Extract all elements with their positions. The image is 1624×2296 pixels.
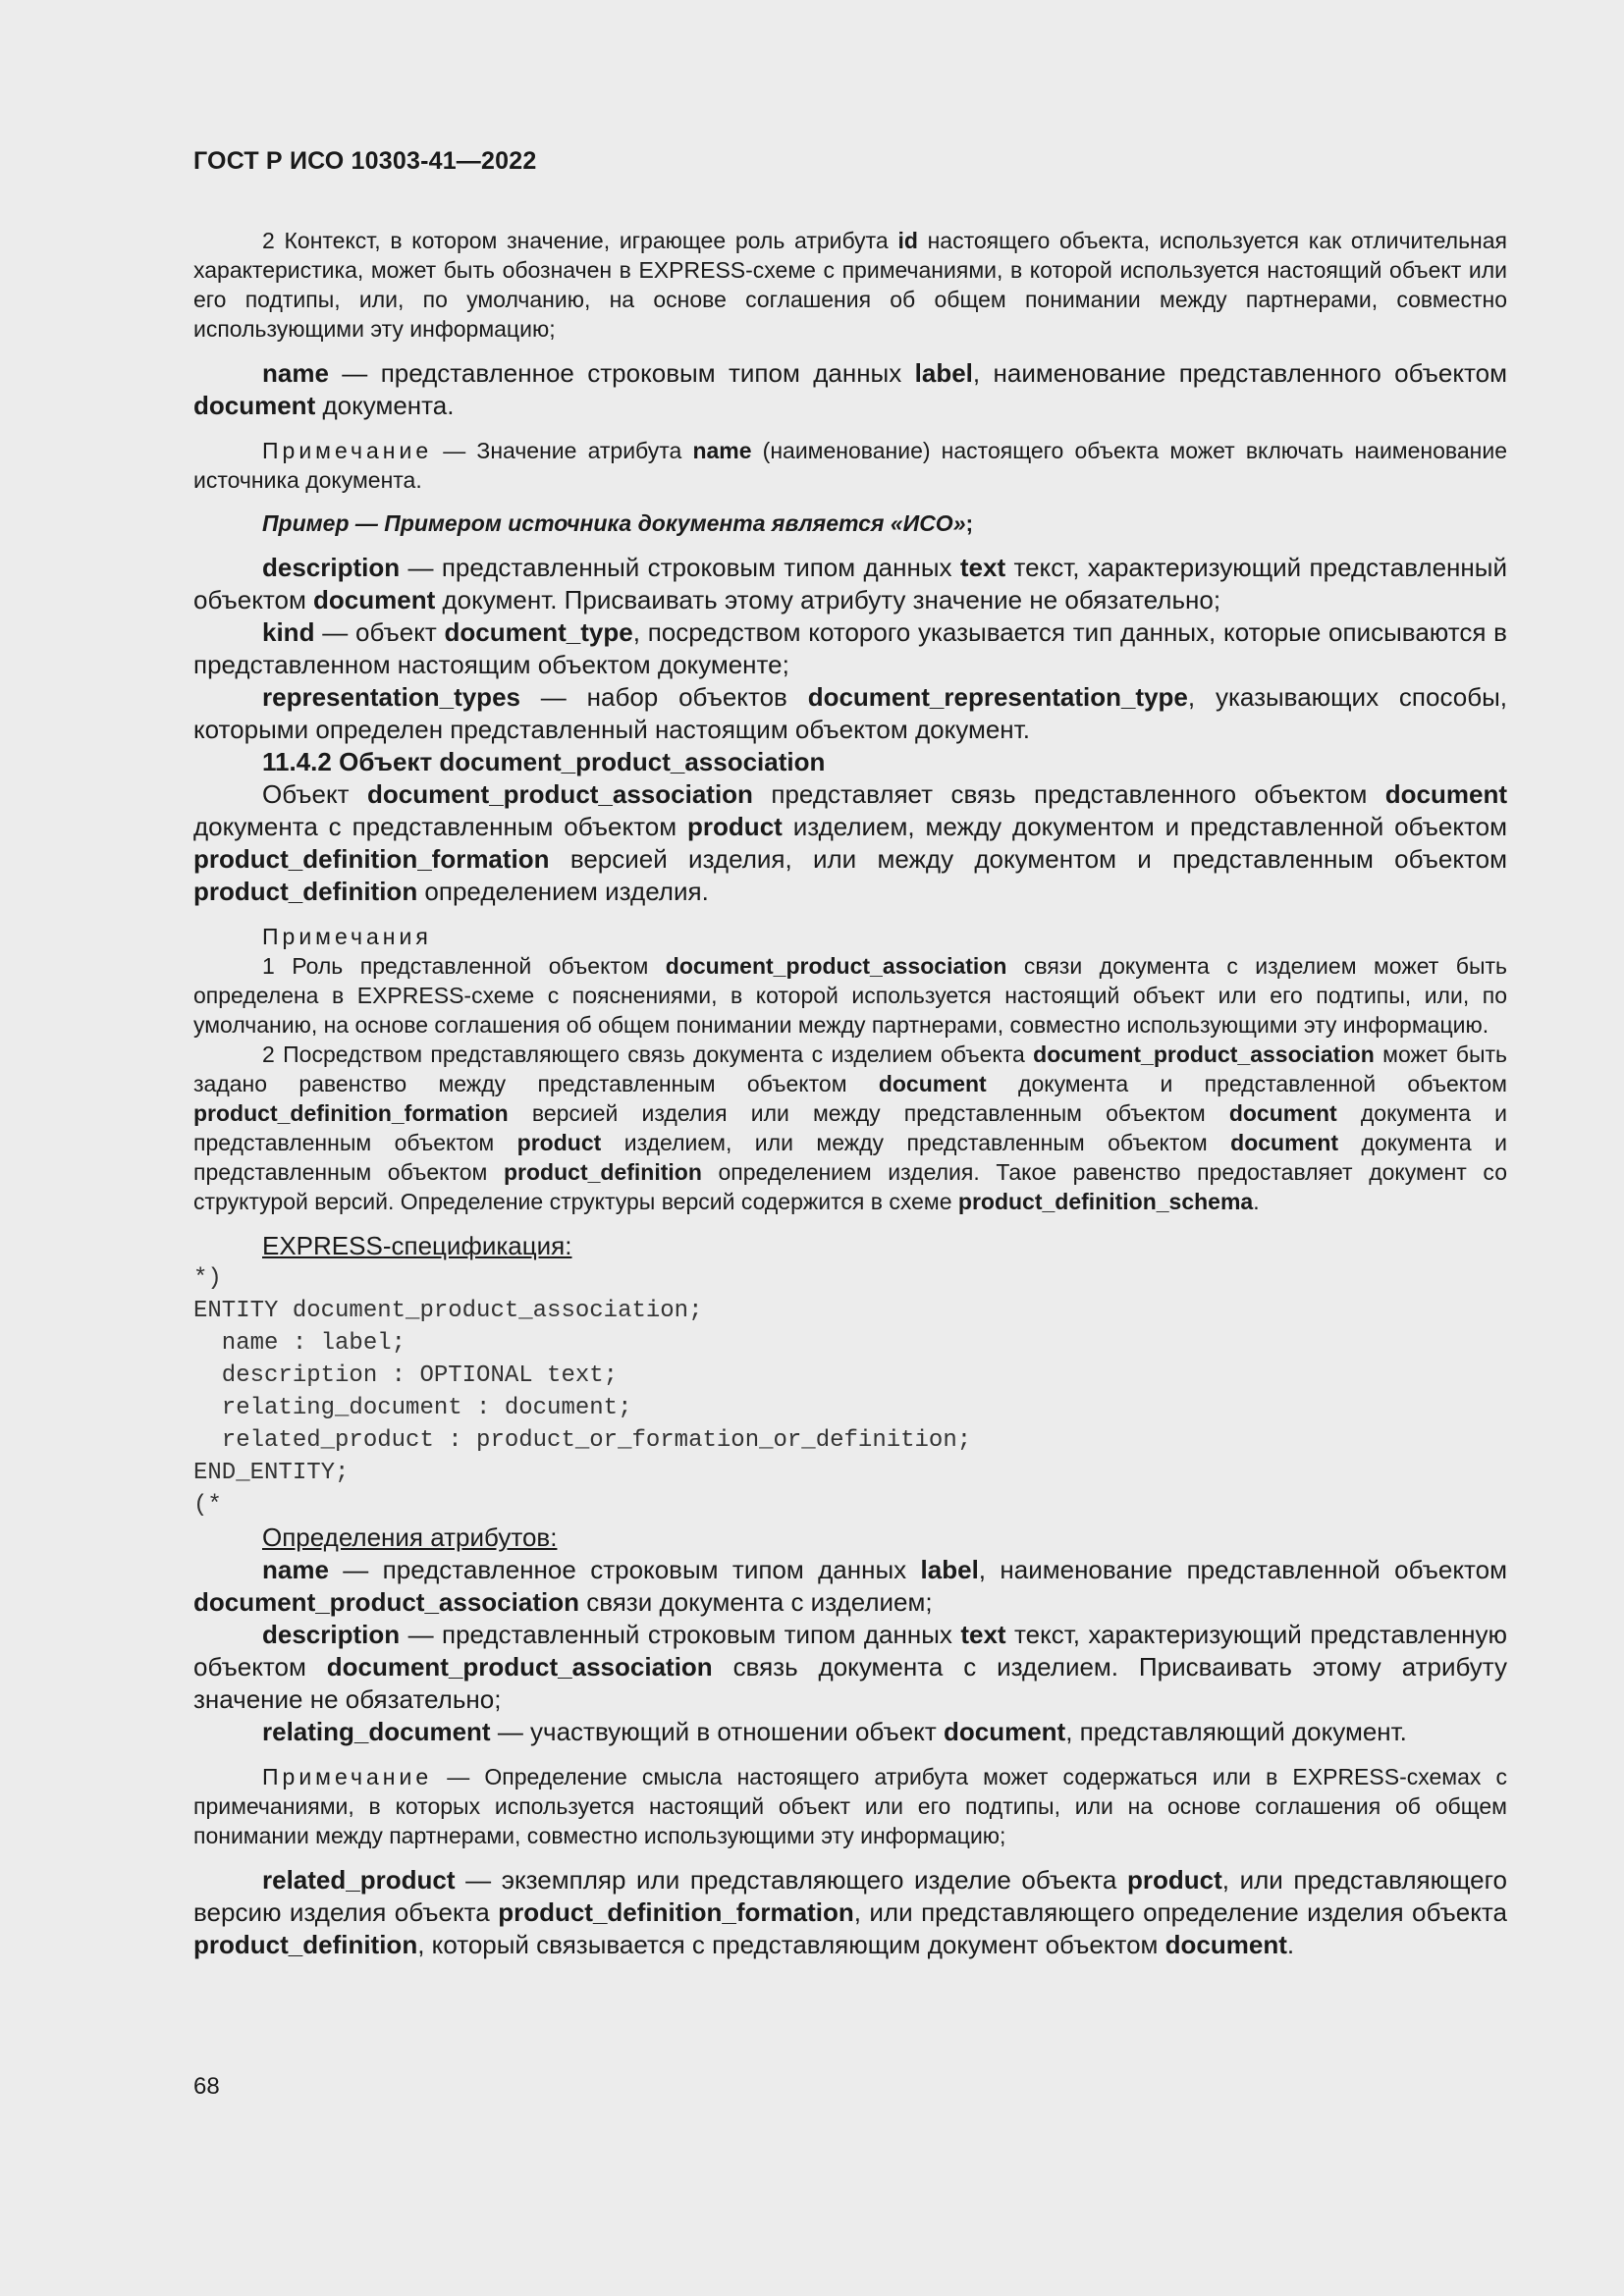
code-line: ENTITY document_product_association; (193, 1298, 703, 1324)
attr-relating-document-definition: relating_document — участвующий в отношении объект document, представляющий документ. (262, 1717, 1407, 1746)
code-line: related_product : product_or_formation_or_definition; (193, 1427, 972, 1454)
express-code-block (193, 1262, 1507, 1522)
code-line: description : OPTIONAL text; (193, 1362, 619, 1389)
note-1-role: 1 Роль представленной объектом document_product_association связи документа с изделием может быть определена в EXPRESS-схеме с пояснениями, в которой используется настоящий объект или его подтипы, или, по умолчанию, на основе соглашения об общем понимании между партнерами, совместно использующими эту информацию. (193, 953, 1507, 1038)
attribute-kind-definition: kind — объект document_type, посредством которого указывается тип данных, которые описываются в представленном настоящим объектом документе; (193, 617, 1507, 679)
attribute-definitions-heading: Определения атрибутов: (262, 1522, 558, 1552)
code-line: name : label; (193, 1330, 406, 1357)
attr-related-product-definition: related_product — экземпляр или представляющего изделие объекта product, или представляющего версию изделия объекта product_definition_formation, или представляющего определение изделия объекта product_definition, который связывается с представляющим документ объектом document. (193, 1865, 1508, 1959)
attribute-representation-types-definition: representation_types — набор объектов document_representation_type, указывающих способы, которыми определен представленный настоящим объектом документ. (193, 682, 1507, 744)
page-content (193, 226, 1507, 1961)
note-paragraph-2-context: 2 Контекст, в котором значение, играющее роль атрибута id настоящего объекта, используется как отличительная характеристика, может быть обозначен в EXPRESS-схеме с примечаниями, в которой используется настоящий объект или его подтипы, или, по умолчанию, на основе соглашения об общем понимании между партнерами, совместно использующими эту информацию; (193, 228, 1507, 342)
page-number: 68 (193, 2073, 220, 2100)
note-2-equality: 2 Посредством представляющего связь документа с изделием объекта document_product_association может быть задано равенство между представленным объектом document документа и представленной объектом product_definition_formation версией изделия или между представленным объектом document документа и представленным объектом product изделием, или между представленным объектом document документа и представленным объектом product_definition определением изделия. Такое равенство предоставляет документ со структурой версий. Определение структуры версий содержится в схеме product_definition_schema. (193, 1041, 1508, 1214)
example-paragraph: Пример — Примером источника документа является «ИСО»; (262, 510, 974, 536)
code-line: (* (193, 1492, 222, 1519)
code-line: *) (193, 1265, 222, 1292)
code-line: END_ENTITY; (193, 1460, 350, 1486)
note-attribute-meaning: Примечание — Определение смысла настоящего атрибута может содержаться или в EXPRESS-схемах с примечаниями, в которых используется настоящий объект или его подтипы, или на основе соглашения об общем понимании между партнерами, совместно использующими эту информацию; (193, 1764, 1507, 1848)
section-body-paragraph: Объект document_product_association представляет связь представленного объектом document документа с представленным объектом product изделием, между документом и представленной объектом product_definition_formation версией изделия, или между документом и представленным объектом product_definition определением изделия. (193, 779, 1507, 906)
attribute-description-definition: description — представленный строковым типом данных text текст, характеризующий представленный объектом document документ. Присваивать этому атрибуту значение не обязательно; (193, 553, 1507, 614)
code-line: relating_document : document; (193, 1395, 632, 1421)
attr-name-definition: name — представленное строковым типом данных label, наименование представленной объектом document_product_association связи документа с изделием; (193, 1555, 1507, 1617)
attr-description-definition: description — представленный строковым типом данных text текст, характеризующий представленную объектом document_product_association связь документа с изделием. Присваивать этому атрибуту значение не обязательно; (193, 1620, 1507, 1714)
note-name-attribute: Примечание — Значение атрибута name (наименование) настоящего объекта может включать наименование источника документа. (193, 438, 1507, 493)
document-header: ГОСТ Р ИСО 10303-41—2022 (193, 147, 537, 175)
notes-label: Примечания (262, 924, 432, 949)
express-specification-heading: EXPRESS-спецификация: (262, 1231, 572, 1260)
section-heading: 11.4.2 Объект document_product_association (262, 747, 826, 776)
attribute-name-definition: name — представленное строковым типом данных label, наименование представленного объектом document документа. (193, 358, 1507, 420)
